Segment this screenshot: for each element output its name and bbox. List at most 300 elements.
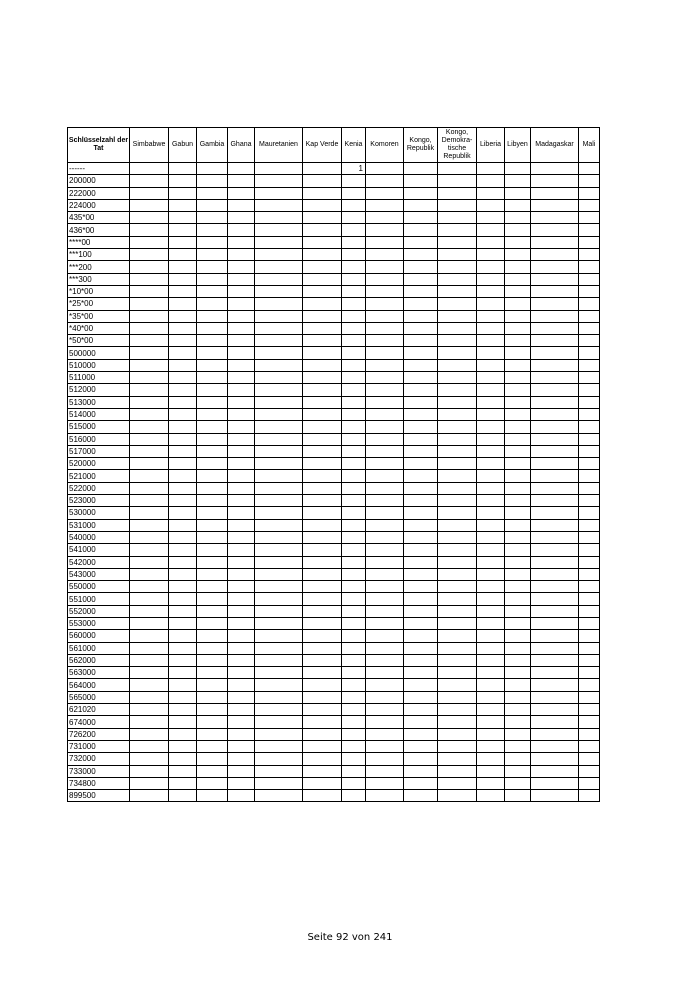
value-cell <box>579 495 600 507</box>
value-cell <box>255 199 303 211</box>
row-key-cell: 621020 <box>68 704 130 716</box>
row-key-cell: 542000 <box>68 556 130 568</box>
value-cell <box>366 581 404 593</box>
value-cell <box>579 298 600 310</box>
value-cell <box>169 667 197 679</box>
row-key-cell: 541000 <box>68 544 130 556</box>
value-cell <box>303 421 342 433</box>
value-cell <box>404 236 438 248</box>
value-cell <box>505 556 531 568</box>
value-cell <box>255 544 303 556</box>
value-cell <box>255 396 303 408</box>
value-cell <box>366 568 404 580</box>
row-key-cell: 565000 <box>68 691 130 703</box>
value-cell <box>366 482 404 494</box>
value-cell <box>579 470 600 482</box>
value-cell <box>505 298 531 310</box>
row-key-cell: 562000 <box>68 654 130 666</box>
value-cell <box>531 568 579 580</box>
value-cell <box>169 716 197 728</box>
table-row <box>68 421 600 433</box>
value-cell <box>169 642 197 654</box>
value-cell <box>342 765 366 777</box>
value-cell <box>366 445 404 457</box>
value-cell <box>477 716 505 728</box>
value-cell <box>404 495 438 507</box>
table-row <box>68 728 600 740</box>
value-cell <box>477 163 505 175</box>
value-cell <box>303 187 342 199</box>
value-cell <box>342 372 366 384</box>
value-cell <box>438 224 477 236</box>
value-cell <box>404 384 438 396</box>
value-cell <box>130 581 169 593</box>
value-cell <box>197 667 228 679</box>
value-cell <box>169 679 197 691</box>
value-cell <box>438 384 477 396</box>
row-key-cell: 552000 <box>68 605 130 617</box>
value-cell <box>477 777 505 789</box>
value-cell <box>505 261 531 273</box>
value-cell <box>197 531 228 543</box>
value-cell <box>366 716 404 728</box>
value-cell <box>438 322 477 334</box>
value-cell <box>438 519 477 531</box>
value-cell <box>130 322 169 334</box>
value-cell <box>505 617 531 629</box>
value-cell <box>505 458 531 470</box>
value-cell <box>197 630 228 642</box>
table-row <box>68 679 600 691</box>
value-cell <box>303 285 342 297</box>
value-cell <box>303 531 342 543</box>
value-cell <box>505 187 531 199</box>
table-row <box>68 753 600 765</box>
value-cell <box>255 384 303 396</box>
table-row <box>68 765 600 777</box>
value-cell <box>366 298 404 310</box>
column-header-country: Libyen <box>505 128 531 163</box>
value-cell <box>130 408 169 420</box>
value-cell <box>531 347 579 359</box>
value-cell <box>228 642 255 654</box>
table-row <box>68 298 600 310</box>
value-cell <box>342 261 366 273</box>
value-cell <box>579 285 600 297</box>
value-cell <box>505 384 531 396</box>
value-cell <box>130 593 169 605</box>
value-cell <box>366 285 404 297</box>
value-cell <box>255 212 303 224</box>
value-cell <box>169 482 197 494</box>
value-cell <box>579 224 600 236</box>
table-row <box>68 175 600 187</box>
table-row <box>68 408 600 420</box>
value-cell <box>579 654 600 666</box>
value-cell <box>255 593 303 605</box>
value-cell <box>130 777 169 789</box>
value-cell <box>438 728 477 740</box>
value-cell <box>228 691 255 703</box>
value-cell <box>169 581 197 593</box>
value-cell <box>366 359 404 371</box>
value-cell <box>579 249 600 261</box>
row-key-cell: 540000 <box>68 531 130 543</box>
value-cell <box>438 593 477 605</box>
value-cell <box>438 310 477 322</box>
value-cell <box>366 544 404 556</box>
value-cell <box>169 249 197 261</box>
value-cell <box>303 519 342 531</box>
value-cell <box>228 679 255 691</box>
value-cell <box>197 544 228 556</box>
table-row <box>68 433 600 445</box>
value-cell <box>130 347 169 359</box>
value-cell <box>505 667 531 679</box>
value-cell <box>169 740 197 752</box>
value-cell <box>130 285 169 297</box>
value-cell <box>130 396 169 408</box>
value-cell <box>169 531 197 543</box>
value-cell <box>505 445 531 457</box>
value-cell <box>477 445 505 457</box>
value-cell <box>255 740 303 752</box>
value-cell <box>197 372 228 384</box>
value-cell <box>477 556 505 568</box>
value-cell <box>505 704 531 716</box>
value-cell <box>130 261 169 273</box>
value-cell <box>438 704 477 716</box>
value-cell <box>477 740 505 752</box>
value-cell <box>366 458 404 470</box>
row-key-cell: 550000 <box>68 581 130 593</box>
value-cell <box>579 163 600 175</box>
value-cell <box>255 433 303 445</box>
value-cell <box>169 421 197 433</box>
row-key-cell: 543000 <box>68 568 130 580</box>
value-cell <box>130 495 169 507</box>
value-cell <box>169 753 197 765</box>
value-cell <box>197 691 228 703</box>
value-cell <box>477 482 505 494</box>
value-cell <box>404 408 438 420</box>
value-cell <box>197 273 228 285</box>
value-cell <box>255 359 303 371</box>
value-cell <box>255 691 303 703</box>
value-cell <box>197 458 228 470</box>
value-cell <box>255 482 303 494</box>
value-cell <box>477 495 505 507</box>
value-cell <box>505 790 531 802</box>
value-cell <box>303 753 342 765</box>
column-header-country: Kongo, Demokra-tische Republik <box>438 128 477 163</box>
value-cell <box>255 777 303 789</box>
value-cell <box>228 273 255 285</box>
value-cell <box>579 310 600 322</box>
value-cell <box>531 630 579 642</box>
value-cell <box>255 507 303 519</box>
value-cell <box>579 372 600 384</box>
value-cell <box>197 212 228 224</box>
row-key-cell: 517000 <box>68 445 130 457</box>
value-cell <box>303 224 342 236</box>
value-cell <box>579 691 600 703</box>
row-key-cell: ***300 <box>68 273 130 285</box>
table-row <box>68 544 600 556</box>
value-cell <box>169 261 197 273</box>
value-cell <box>169 654 197 666</box>
value-cell <box>404 765 438 777</box>
value-cell <box>342 753 366 765</box>
table-row <box>68 716 600 728</box>
table-row <box>68 384 600 396</box>
value-cell <box>366 605 404 617</box>
value-cell <box>342 679 366 691</box>
value-cell <box>303 445 342 457</box>
value-cell <box>531 372 579 384</box>
value-cell <box>366 433 404 445</box>
value-cell <box>477 753 505 765</box>
table-row <box>68 359 600 371</box>
value-cell <box>255 605 303 617</box>
value-cell <box>303 199 342 211</box>
value-cell <box>404 285 438 297</box>
value-cell <box>303 175 342 187</box>
value-cell <box>505 421 531 433</box>
value-cell <box>130 372 169 384</box>
value-cell <box>404 667 438 679</box>
value-cell <box>197 261 228 273</box>
table-row <box>68 187 600 199</box>
value-cell <box>255 753 303 765</box>
value-cell <box>255 310 303 322</box>
table-row <box>68 790 600 802</box>
value-cell <box>255 421 303 433</box>
value-cell <box>169 593 197 605</box>
value-cell <box>169 285 197 297</box>
value-cell <box>438 359 477 371</box>
value-cell <box>197 679 228 691</box>
value-cell <box>303 790 342 802</box>
value-cell <box>477 568 505 580</box>
value-cell <box>130 507 169 519</box>
row-key-cell: 500000 <box>68 347 130 359</box>
value-cell <box>531 175 579 187</box>
column-header-country: Simbabwe <box>130 128 169 163</box>
value-cell <box>303 384 342 396</box>
table-row <box>68 630 600 642</box>
value-cell <box>228 544 255 556</box>
value-cell <box>342 322 366 334</box>
value-cell <box>255 408 303 420</box>
value-cell <box>366 753 404 765</box>
value-cell <box>130 531 169 543</box>
value-cell <box>477 359 505 371</box>
table-row <box>68 482 600 494</box>
value-cell <box>342 187 366 199</box>
value-cell <box>169 728 197 740</box>
value-cell <box>579 458 600 470</box>
column-header-key: Schlüsselzahl der Tat <box>68 128 130 163</box>
value-cell <box>579 175 600 187</box>
value-cell <box>228 236 255 248</box>
row-key-cell: 436*00 <box>68 224 130 236</box>
value-cell <box>404 753 438 765</box>
value-cell <box>404 777 438 789</box>
value-cell <box>255 617 303 629</box>
value-cell <box>366 679 404 691</box>
table-row <box>68 667 600 679</box>
value-cell <box>531 470 579 482</box>
value-cell <box>342 704 366 716</box>
value-cell <box>342 421 366 433</box>
value-cell <box>303 347 342 359</box>
value-cell <box>531 704 579 716</box>
value-cell <box>342 507 366 519</box>
value-cell <box>579 679 600 691</box>
value-cell <box>303 396 342 408</box>
value-cell <box>505 679 531 691</box>
value-cell <box>303 433 342 445</box>
value-cell <box>579 347 600 359</box>
value-cell <box>197 433 228 445</box>
value-cell <box>531 605 579 617</box>
table-row <box>68 347 600 359</box>
value-cell <box>342 482 366 494</box>
value-cell <box>404 261 438 273</box>
value-cell <box>438 163 477 175</box>
table-row <box>68 531 600 543</box>
value-cell <box>197 716 228 728</box>
value-cell <box>579 728 600 740</box>
value-cell <box>342 433 366 445</box>
value-cell <box>342 568 366 580</box>
value-cell <box>366 777 404 789</box>
value-cell <box>477 519 505 531</box>
value-cell <box>438 372 477 384</box>
row-key-cell: 513000 <box>68 396 130 408</box>
value-cell <box>228 519 255 531</box>
value-cell <box>342 249 366 261</box>
value-cell <box>477 667 505 679</box>
value-cell <box>531 753 579 765</box>
row-key-cell: *50*00 <box>68 335 130 347</box>
value-cell <box>303 716 342 728</box>
value-cell <box>197 396 228 408</box>
value-cell <box>404 617 438 629</box>
value-cell <box>130 359 169 371</box>
value-cell <box>531 790 579 802</box>
value-cell <box>197 347 228 359</box>
value-cell <box>169 384 197 396</box>
table-row <box>68 261 600 273</box>
value-cell <box>130 470 169 482</box>
value-cell <box>531 298 579 310</box>
value-cell <box>197 654 228 666</box>
value-cell <box>255 765 303 777</box>
value-cell <box>579 593 600 605</box>
value-cell <box>505 716 531 728</box>
value-cell <box>579 667 600 679</box>
value-cell <box>130 765 169 777</box>
value-cell <box>404 740 438 752</box>
value-cell <box>531 163 579 175</box>
value-cell <box>505 753 531 765</box>
value-cell <box>531 199 579 211</box>
value-cell <box>342 519 366 531</box>
value-cell <box>477 691 505 703</box>
value-cell <box>404 347 438 359</box>
value-cell <box>477 790 505 802</box>
value-cell <box>228 212 255 224</box>
value-cell <box>255 679 303 691</box>
value-cell <box>228 777 255 789</box>
value-cell <box>228 568 255 580</box>
value-cell <box>303 765 342 777</box>
row-key-cell: 510000 <box>68 359 130 371</box>
value-cell <box>366 519 404 531</box>
value-cell <box>342 605 366 617</box>
value-cell <box>438 236 477 248</box>
value-cell <box>438 679 477 691</box>
row-key-cell: 435*00 <box>68 212 130 224</box>
value-cell <box>477 187 505 199</box>
value-cell <box>130 556 169 568</box>
value-cell <box>255 728 303 740</box>
value-cell <box>303 236 342 248</box>
value-cell <box>579 519 600 531</box>
value-cell <box>438 617 477 629</box>
value-cell <box>130 310 169 322</box>
row-key-cell: 551000 <box>68 593 130 605</box>
value-cell <box>404 568 438 580</box>
value-cell <box>438 753 477 765</box>
value-cell <box>197 199 228 211</box>
value-cell <box>404 175 438 187</box>
value-cell <box>255 285 303 297</box>
value-cell <box>438 654 477 666</box>
value-cell <box>197 593 228 605</box>
value-cell <box>366 495 404 507</box>
value-cell <box>438 544 477 556</box>
value-cell <box>531 273 579 285</box>
value-cell <box>505 359 531 371</box>
value-cell <box>505 531 531 543</box>
value-cell <box>130 298 169 310</box>
value-cell <box>505 163 531 175</box>
value-cell <box>579 433 600 445</box>
value-cell <box>169 310 197 322</box>
value-cell <box>228 790 255 802</box>
value-cell <box>130 519 169 531</box>
value-cell <box>197 470 228 482</box>
value-cell <box>130 421 169 433</box>
table-row <box>68 199 600 211</box>
row-key-cell: 515000 <box>68 421 130 433</box>
value-cell <box>228 347 255 359</box>
value-cell <box>505 433 531 445</box>
value-cell <box>579 716 600 728</box>
row-key-cell: 222000 <box>68 187 130 199</box>
row-key-cell: 512000 <box>68 384 130 396</box>
value-cell <box>342 617 366 629</box>
table-row <box>68 704 600 716</box>
value-cell <box>303 605 342 617</box>
value-cell <box>404 359 438 371</box>
value-cell <box>404 199 438 211</box>
value-cell <box>477 384 505 396</box>
value-cell <box>531 249 579 261</box>
